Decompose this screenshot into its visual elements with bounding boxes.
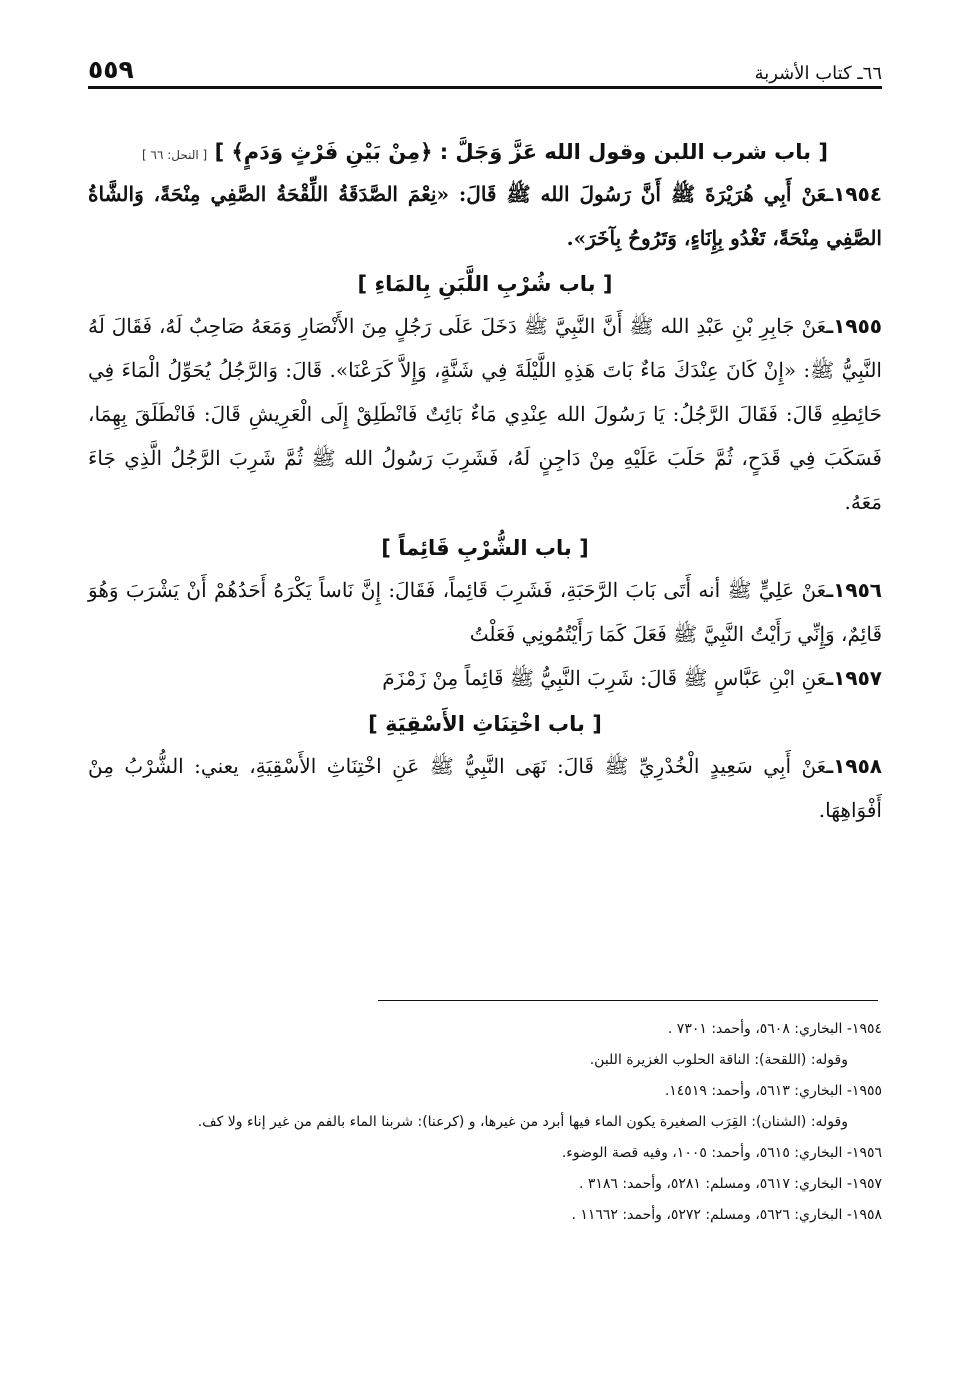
footnote: ١٩٥٥- البخاري: ٥٦١٣، وأحمد: ١٤٥١٩.	[664, 1083, 882, 1099]
footnote: ١٩٥٧- البخاري: ٥٦١٧، ومسلم: ٥٢٨١، وأحمد: ٣١٨٦ .	[578, 1176, 882, 1192]
page-number: ٥٥٩	[88, 55, 134, 84]
section-heading: [ باب شُرْبِ اللَّبَنِ بِالمَاءِ ]	[357, 272, 613, 296]
hadith-paragraph	[88, 656, 882, 700]
section-heading: [ باب اخْتِنَاثِ الأَسْقِيَةِ ]	[368, 712, 602, 736]
hadith-number: ١٩٥٦ـ	[826, 578, 882, 602]
hadith-text: عَنْ أَبِي هُرَيْرَةَ ﷺ أَنَّ رَسُولَ الله ﷺ قَالَ: «نِعْمَ الصَّدَقَةُ اللِّقْحَةُ الصَّفِي مِنْحَةً، وَالشَّاةُ الصَّفِي مِنْحَةً، تَغْدُو بِإِنَاءٍ، وَتَرُوحُ بِآخَرَ».	[88, 182, 882, 250]
header-rule	[88, 86, 882, 89]
hadith-paragraph	[88, 744, 882, 832]
hadith-number: ١٩٥٧ـ	[826, 666, 882, 690]
hadith-text: عَنْ أَبِي سَعِيدٍ الْخُدْرِيِّ ﷺ قَالَ: نَهَى النَّبِيُّ ﷺ عَنِ اخْتِنَاثِ الأَسْقِيَةِ، يعني: الشُّرْبُ مِنْ أَفْوَاهِهَا.	[88, 754, 882, 822]
section	[88, 536, 882, 700]
hadith-paragraph	[88, 568, 882, 656]
hadith-number: ١٩٥٨ـ	[826, 754, 882, 778]
page-header	[88, 38, 882, 84]
quran-reference: [ النحل: ٦٦ ]	[142, 148, 208, 162]
section-heading: [ باب الشُّرْبِ قَائِماً ]	[381, 536, 589, 560]
footnote: ١٩٥٤- البخاري: ٥٦٠٨، وأحمد: ٧٣٠١ .	[667, 1021, 882, 1037]
hadith-number: ١٩٥٤ـ	[826, 182, 882, 206]
footnote-rule	[378, 1000, 878, 1001]
hadith-text: عَنْ جَابِرِ بْنِ عَبْدِ الله ﷺ أَنَّ النَّبِيَّ ﷺ دَخَلَ عَلَى رَجُلٍ مِنَ الأَنْصَارِ وَمَعَهُ صَاحِبٌ لَهُ، فَقَالَ لَهُ النَّبِيُّ ﷺ: «إِنْ كَانَ عِنْدَكَ مَاءٌ بَاتَ هَذِهِ اللَّيْلَةَ فِي شَنَّةٍ، وَإِلاَّ كَرَعْنَا». قَالَ: وَالرَّجُلُ يُحَوِّلُ الْمَاءَ فِي حَائِطِهِ قَالَ: فَقَالَ الرَّجُلُ: يَا رَسُولَ الله عِنْدِي مَاءٌ بَائِتٌ فَانْطَلِقْ إِلَى الْعَرِيشِ قَالَ: فَانْطَلَقَ بِهِمَا، فَسَكَبَ فِي قَدَحٍ، ثُمَّ حَلَبَ عَلَيْهِ مِنْ دَاجِنٍ لَهُ، فَشَرِبَ رَسُولُ الله ﷺ ثُمَّ شَرِبَ الرَّجُلُ الَّذِي جَاءَ مَعَهُ.	[88, 314, 882, 514]
footnote: ١٩٥٦- البخاري: ٥٦١٥، وأحمد: ١٠٠٥، وفيه قصة الوضوء.	[561, 1145, 882, 1161]
footnote: وقوله: (اللقحة): الناقة الحلوب الغزيرة اللبن.	[589, 1052, 848, 1068]
hadith-paragraph	[88, 172, 882, 260]
main-text	[88, 140, 882, 832]
hadith-paragraph	[88, 304, 882, 524]
chapter-title: ٦٦ـ كتاب الأشربة	[754, 63, 882, 84]
section	[88, 272, 882, 524]
section	[88, 140, 882, 260]
hadith-text: عَنْ عَلِيٍّ ﷺ أنه أَتَى بَابَ الرَّحَبَةِ، فَشَرِبَ قَائِماً، فَقَالَ: إِنَّ نَاساً يَكْرَهُ أَحَدُهُمْ أَنْ يَشْرَبَ وَهُوَ قَائِمٌ، وَإِنِّي رَأَيْتُ النَّبِيَّ ﷺ فَعَلَ كَمَا رَأَيْتُمُونِي فَعَلْتُ	[88, 578, 882, 646]
footnote: وقوله: (الشنان): القِرَب الصغيرة يكون الماء فيها أبرد من غيرها، و (كرعنا): شربنا الماء بالفم من غير إناء ولا كف.	[197, 1114, 848, 1130]
footnotes	[88, 1014, 882, 1231]
hadith-number: ١٩٥٥ـ	[826, 314, 882, 338]
footnote: ١٩٥٨- البخاري: ٥٦٢٦، ومسلم: ٥٢٧٢، وأحمد: ١١٦٦٢ .	[571, 1207, 882, 1223]
section	[88, 712, 882, 832]
hadith-text: عَنِ ابْنِ عَبَّاسٍ ﷺ قَالَ: شَرِبَ النَّبِيُّ ﷺ قَائِماً مِنْ زَمْزَمَ	[382, 666, 827, 690]
section-heading: [ باب شرب اللبن وقول الله عَزَّ وَجَلَّ : ﴿مِنْ بَيْنِ فَرْثٍ وَدَمٍ﴾ ] [ النحل: ٦٦ ]	[142, 140, 828, 164]
